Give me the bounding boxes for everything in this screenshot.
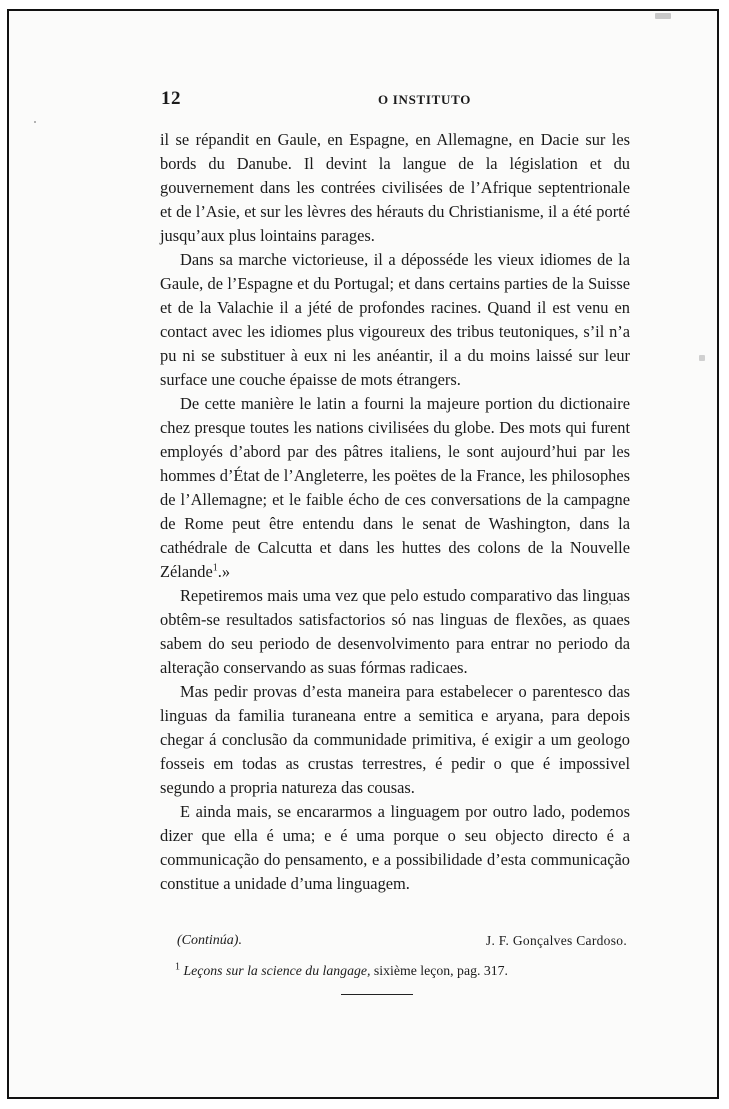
document-page — [153, 88, 638, 1018]
closing-rule — [341, 994, 413, 995]
paragraph-text: De cette manière le latin a fourni la majeure portion du dictionaire chez presque toutes les nations civilisées du globe. Des mots qui furent employés d’abord par des pâtres italiens, le sont aujourd’hui par les hommes d’État de l’Angleterre, les poëtes de la France, les philosophes de l’Allemagne; et le faible écho de ces conversations de la campagne de Rome peut être entendu dans le senat de Washington, dans la cathédrale de Calcutta et dans les huttes des colons de la Nouvelle Zélande — [160, 394, 630, 581]
body-text — [160, 128, 630, 896]
paragraph: Repetiremos mais uma vez que pelo estudo comparativo das linguas obtêm-se resultados satisfactorios só nas linguas de flexões, as quaes sabem do seu periodo de desenvolvimento para entrar no periodo da alteração conservando as suas fórmas radicaes. — [160, 586, 630, 677]
running-header — [153, 88, 638, 120]
footnote-title: Leçons sur la science du langage, — [183, 963, 371, 978]
page-number: 12 — [161, 88, 181, 109]
paragraph: E ainda mais, se encararmos a linguagem por outro lado, podemos dizer que ella é uma; e é uma porque o seu objecto directo é a communicação do pensamento, e a possibilidade d’esta communicação constitue a unidade d’uma linguagem. — [160, 802, 630, 893]
author-name: J. F. Gonçalves Cardoso. — [485, 933, 627, 948]
footnote — [175, 962, 635, 980]
paragraph: Dans sa marche victorieuse, il a déposséde les vieux idiomes de la Gaule, de l’Espagne et du Portugal; et dans certains parties de la Suisse et de la Valachie il a jété de profondes racines. Quand il est venu en contact avec les idiomes plus vigoureux des tribus teutoniques, s’il n’a pu ni se substituer à eux ni les anéantir, il a du moins laissé sur leur surface une couche épaisse de mots étrangers. — [160, 250, 630, 389]
footnote-reference: 1 — [212, 562, 218, 574]
to-be-continued: (Continúa). — [177, 933, 242, 948]
quote-close: .» — [217, 562, 231, 581]
paragraph: il se répandit en Gaule, en Espagne, en Allemagne, en Dacie sur les bords du Danube. Il devint la langue de la législation et du gouvernement dans les contrées civilisées de l’Afrique septentrionale et de l’Asie, et sur les lèvres des hérauts du Christianisme, il a été porté jusqu’aux plus lointains parages. — [160, 130, 630, 245]
footnote-text: sixième leçon, pag. 317. — [370, 963, 509, 978]
paragraph — [160, 392, 630, 584]
paragraph: Mas pedir provas d’esta maneira para estabelecer o parentesco das linguas da familia turaneana entre a semitica e aryana, para depois chegar á conclusão da communidade primitiva, é exigir a um geologo fosseis em todas as crustas terrestres, é pedir o que é impossivel segundo a propria natureza das cousas. — [160, 682, 630, 797]
journal-title: O INSTITUTO — [378, 92, 472, 107]
footnote-number: 1 — [175, 961, 180, 973]
